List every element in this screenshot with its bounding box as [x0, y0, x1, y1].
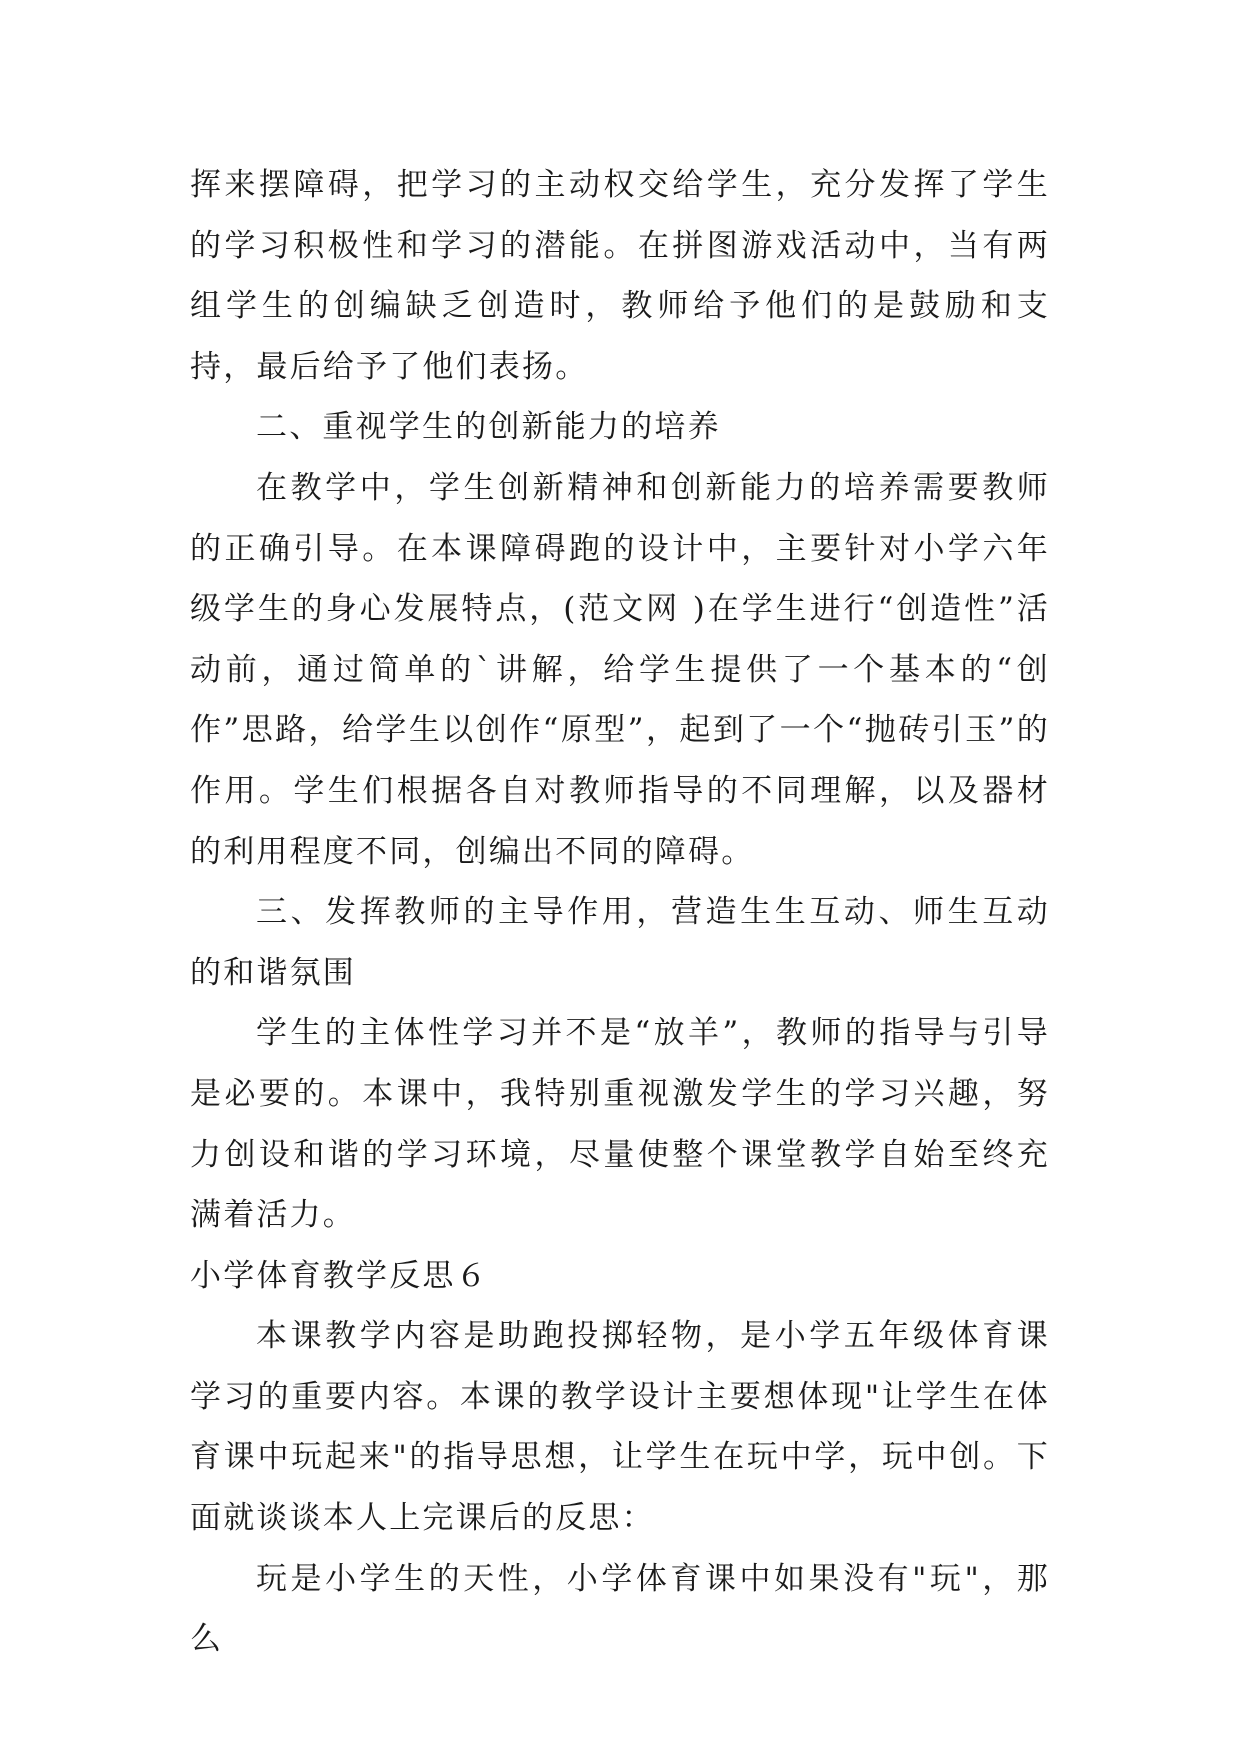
paragraph-guidance: 学生的主体性学习并不是“放羊”，教师的指导与引导是必要的。本课中，我特别重视激发学生的学习兴趣，努力创设和谐的学习环境，尽量使整个课堂教学自始至终充满着活力。	[190, 1015, 1050, 1234]
paragraph-intro: 本课教学内容是助跑投掷轻物，是小学五年级体育课学习的重要内容。本课的教学设计主要想体现"让学生在体育课中玩起来"的指导思想，让学生在玩中学，玩中创。下面就谈谈本人上完课后的反思：	[190, 1318, 1050, 1537]
section-heading-3: 三、发挥教师的主导作用，营造生生互动、师生互动的和谐氛围	[190, 894, 1050, 991]
paragraph-continued: 挥来摆障碍，把学习的主动权交给学生，充分发挥了学生的学习积极性和学习的潜能。在拼图游戏活动中，当有两组学生的创编缺乏创造时，教师给予他们的是鼓励和支持，最后给予了他们表扬。	[190, 167, 1050, 385]
article-title: 小学体育教学反思６	[190, 1257, 489, 1294]
paragraph-play: 玩是小学生的天性，小学体育课中如果没有"玩"，那么	[190, 1560, 1050, 1658]
document-body	[190, 155, 1050, 1670]
paragraph-innovation: 在教学中，学生创新精神和创新能力的培养需要教师的正确引导。在本课障碍跑的设计中，主要针对小学六年级学生的身心发展特点，(范文网 )在学生进行“创造性”活动前，通过简单的`讲解，给学生提供了一个基本的“创作”思路，给学生以创作“原型”，起到了一个“抛砖引玉”的作用。学生们根据各自对教师指导的不同理解，以及器材的利用程度不同，创编出不同的障碍。	[190, 469, 1050, 870]
section-heading-2: 二、重视学生的创新能力的培养	[256, 409, 721, 446]
